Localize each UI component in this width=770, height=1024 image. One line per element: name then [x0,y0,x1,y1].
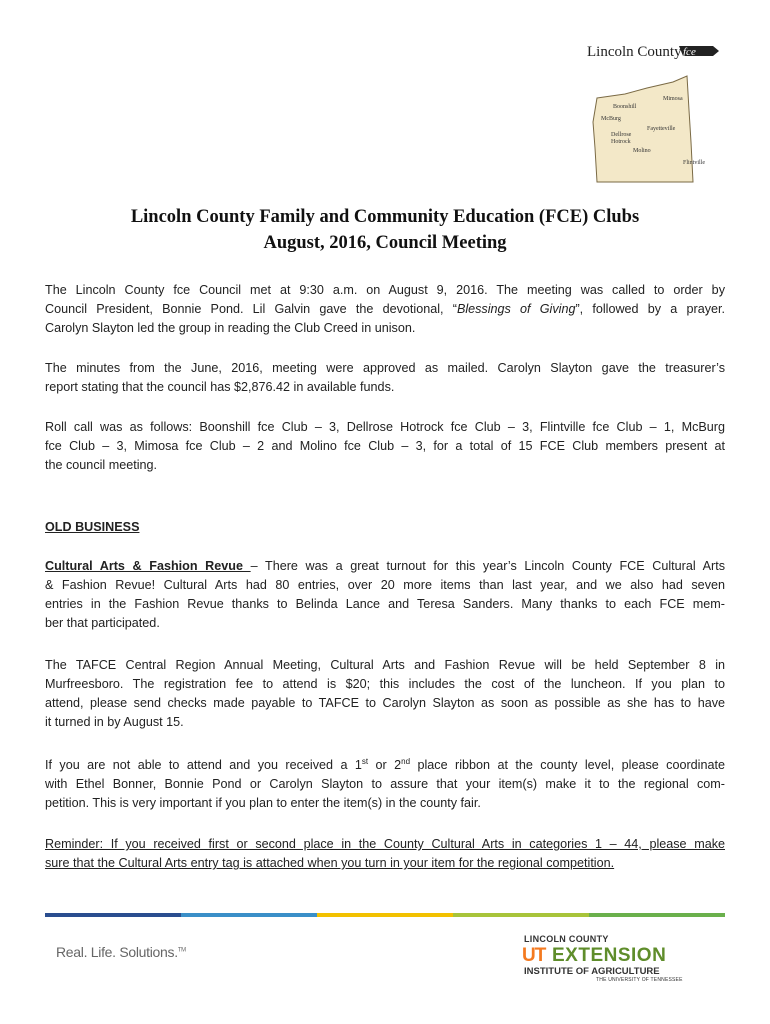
paragraph-call-to-order: The Lincoln County fce Council met at 9:30 a.m. on August 9, 2016. The meeting was called to order by Council President, Bonnie Pond. Lil Galvin gave the devotional, “Blessings of Giving”, followed by a prayer. Carolyn Slayton led the group in reading the Club Creed in unison. [45,283,725,335]
town-label: Boonshill [613,104,637,110]
fce-logo-icon [679,44,719,62]
paragraph-cultural-arts: Cultural Arts & Fashion Revue – There was a great turnout for this year’s Lincoln County FCE Cultural Arts & Fashion Revue! Cultural Arts had 80 entries, over 20 more items than last year, and we also had seven entries in the Fashion Revue thanks to Belinda Lance and Teresa Sanders. Many thanks to each FCE mem- ber that participated. [45,559,725,630]
footer-color-bar [45,913,725,917]
footer-tagline: Real. Life. Solutions.™ [56,944,186,960]
lincoln-county-fce-logo [585,40,725,190]
footer-bar-segment [45,913,181,917]
footer-bar-segment [453,913,589,917]
cultural-arts-heading: Cultural Arts & Fashion Revue [45,559,251,573]
paragraph-reminder: Reminder: If you received first or second place in the County Cultural Arts in categories 1 – 44, please make sure that the Cultural Arts entry tag is attached when you turn in your item for the regional competition. [45,837,725,870]
old-business-heading: OLD BUSINESS [45,520,140,534]
paragraph-ribbon-coordination: If you are not able to attend and you received a 1st or 2nd place ribbon at the county level, please coordinate with Ethel Bonner, Bonnie Pond or Carolyn Slayton to assure that your item(s) make it to the regional com- petition. This is very important if you plan to enter the item(s) in the county fair. [45,756,725,810]
town-label: Molino [633,148,651,154]
logo-name: Lincoln County [587,44,682,60]
town-label: Flintville [683,160,706,166]
paragraph-tafce-meeting: The TAFCE Central Region Annual Meeting, Cultural Arts and Fashion Revue will be held September 8 in Murfreesboro. The registration fee to attend is $20; this includes the cost of the luncheon. If you plan to attend, please send checks made payable to TAFCE to Carolyn Slayton as soon as possible as she has to have it turned in by August 15. [45,658,725,729]
paragraph-roll-call: Roll call was as follows: Boonshill fce Club – 3, Dellrose Hotrock fce Club – 3, Flintville fce Club – 1, McBurg fce Club – 3, Mimosa fce Club – 2 and Molino fce Club – 3, for a total of 15 FCE Club members present at the council meeting. [45,420,725,472]
paragraph-treasurer-report: The minutes from the June, 2016, meeting were approved as mailed. Carolyn Slayton gave the treasurer’s report stating that the council has $2,876.42 in available funds. [45,361,725,394]
town-label: Mimosa [663,96,683,102]
page-title: Lincoln County Family and Community Education (FCE) Clubs [130,207,640,227]
ut-logo-icon: UT [522,945,546,966]
town-label: Hotrock [611,139,631,145]
footer-bar-segment [589,913,725,917]
footer-bar-segment [181,913,317,917]
town-label: McBurg [601,116,621,122]
svg-text:fce: fce [683,46,696,58]
town-label: Dellrose [611,132,632,138]
town-label: Fayetteville [647,126,676,132]
page-subtitle: August, 2016, Council Meeting [263,233,507,253]
ut-extension-logo: LINCOLN COUNTY UT EXTENSION INSTITUTE OF AGRICULTURE THE UNIVERSITY OF TENNESSEE [522,934,683,983]
footer-bar-segment [317,913,453,917]
